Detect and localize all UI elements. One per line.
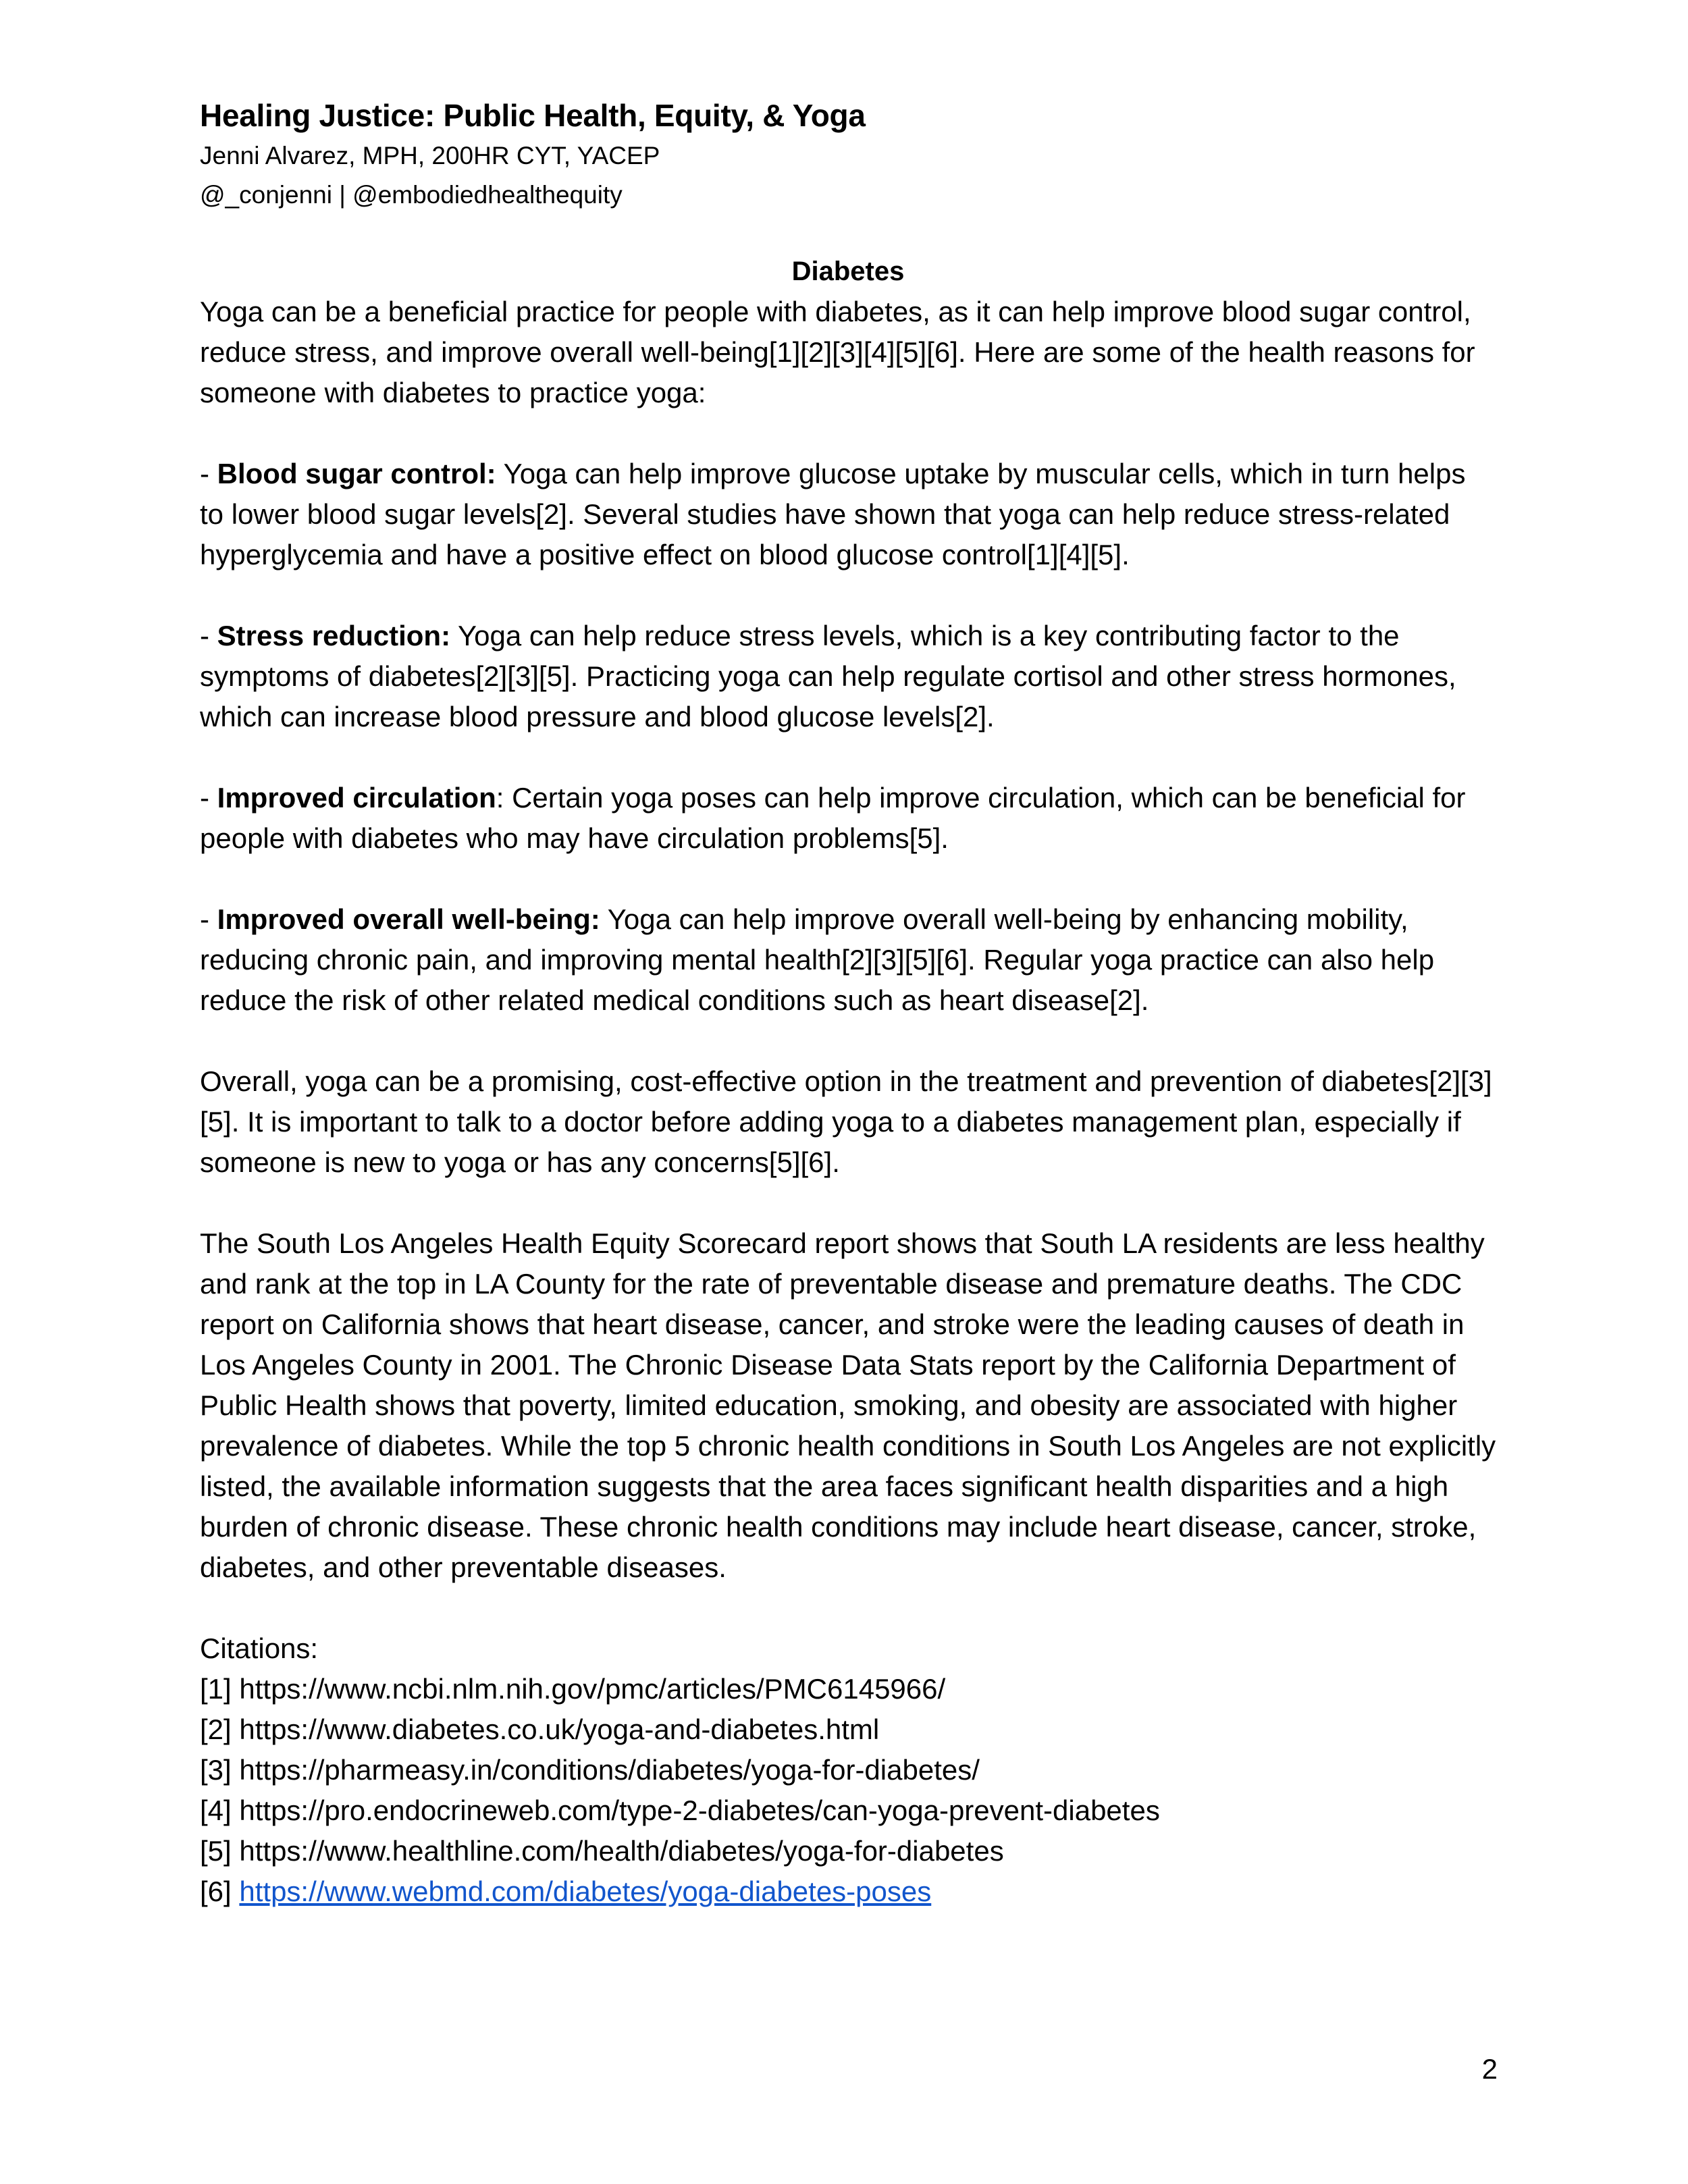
bullet-text: Yoga can help reduce stress levels, which is a key contributing factor to the symptoms of diabetes[2][3][5]. Practicing yoga can help regulate cortisol and other stress hormones, which can increase blood pressure and blood glucose levels[2]. [200, 620, 1456, 733]
citation-marker: [3] [200, 1754, 240, 1786]
citation-url: https://www.ncbi.nlm.nih.gov/pmc/articles/PMC6145966/ [239, 1673, 946, 1705]
bullet-prefix: - [200, 903, 217, 935]
citation-item [200, 1790, 1496, 1831]
bullet-term: Improved overall well-being: [217, 903, 600, 935]
conclusion-paragraph: Overall, yoga can be a promising, cost-effective option in the treatment and prevention of diabetes[2][3][5]. It is important to talk to a doctor before adding yoga to a diabetes management plan, especially if someone is new to yoga or has any concerns[5][6]. [200, 1065, 1492, 1178]
document-page [200, 95, 1496, 1912]
citation-url: https://pro.endocrineweb.com/type-2-diabetes/can-yoga-prevent-diabetes [239, 1794, 1160, 1826]
citation-item [200, 1750, 1496, 1790]
citations-label: Citations: [200, 1632, 319, 1664]
bullet-term: Stress reduction: [217, 620, 451, 651]
bullet-circulation [200, 778, 1496, 859]
citation-url: https://pharmeasy.in/conditions/diabetes/yoga-for-diabetes/ [239, 1754, 980, 1786]
bullet-text: Yoga can help improve overall well-being by enhancing mobility, reducing chronic pain, and improving mental health[2][3][5][6]. Regular yoga practice can also help reduce the risk of other related medical conditions such as heart disease[2]. [200, 903, 1435, 1016]
citation-item [200, 1831, 1496, 1871]
bullet-term: Improved circulation [217, 782, 496, 814]
citation-link[interactable]: https://www.webmd.com/diabetes/yoga-diabetes-poses [239, 1875, 932, 1907]
section-heading: Diabetes [791, 257, 905, 286]
bullet-prefix: - [200, 458, 217, 489]
citations-list [200, 1669, 1496, 1912]
citation-url: https://www.healthline.com/health/diabetes/yoga-for-diabetes [239, 1835, 1004, 1867]
bullet-term: Blood sugar control: [217, 458, 496, 489]
page-number: 2 [1481, 2053, 1498, 2085]
citation-url: https://www.diabetes.co.uk/yoga-and-diabetes.html [239, 1713, 880, 1745]
citation-marker: [4] [200, 1794, 240, 1826]
bullet-prefix: - [200, 620, 217, 651]
document-title: Healing Justice: Public Health, Equity, & Yoga [200, 98, 866, 133]
author-credentials: Jenni Alvarez, MPH, 200HR CYT, YACEP [200, 142, 660, 169]
citation-marker: [1] [200, 1673, 240, 1705]
citation-item [200, 1871, 1496, 1912]
citation-item [200, 1669, 1496, 1709]
bullet-blood-sugar [200, 454, 1496, 575]
bullet-text: Yoga can help improve glucose uptake by muscular cells, which in turn helps to lower blood sugar levels[2]. Several studies have shown that yoga can help reduce stress-related hyperglycemia and have a positive effect on blood glucose control[1][4][5]. [200, 458, 1466, 570]
social-handles: @_conjenni | @embodiedhealthequity [200, 181, 623, 209]
bullet-text: : Certain yoga poses can help improve circulation, which can be beneficial for people with diabetes who may have circulation problems[5]. [200, 782, 1466, 854]
bullet-prefix: - [200, 782, 217, 814]
south-la-paragraph: The South Los Angeles Health Equity Scorecard report shows that South LA residents are less healthy and rank at the top in LA County for the rate of preventable disease and premature deaths. The CDC report on California shows that heart disease, cancer, and stroke were the leading causes of death in Los Angeles County in 2001. The Chronic Disease Data Stats report by the California Department of Public Health shows that poverty, limited education, smoking, and obesity are associated with higher prevalence of diabetes. While the top 5 chronic health conditions in South Los Angeles are not explicitly listed, the available information suggests that the area faces significant health disparities and a high burden of chronic disease. These chronic health conditions may include heart disease, cancer, stroke, diabetes, and other preventable diseases. [200, 1227, 1496, 1583]
intro-paragraph: Yoga can be a beneficial practice for people with diabetes, as it can help improve blood sugar control, reduce stress, and improve overall well-being[1][2][3][4][5][6]. Here are some of the health reasons for someone with diabetes to practice yoga: [200, 296, 1475, 408]
bullet-well-being [200, 899, 1496, 1021]
citation-marker: [5] [200, 1835, 240, 1867]
citation-marker: [6] [200, 1875, 240, 1907]
citation-item [200, 1709, 1496, 1750]
bullet-stress-reduction [200, 616, 1496, 737]
citation-marker: [2] [200, 1713, 240, 1745]
